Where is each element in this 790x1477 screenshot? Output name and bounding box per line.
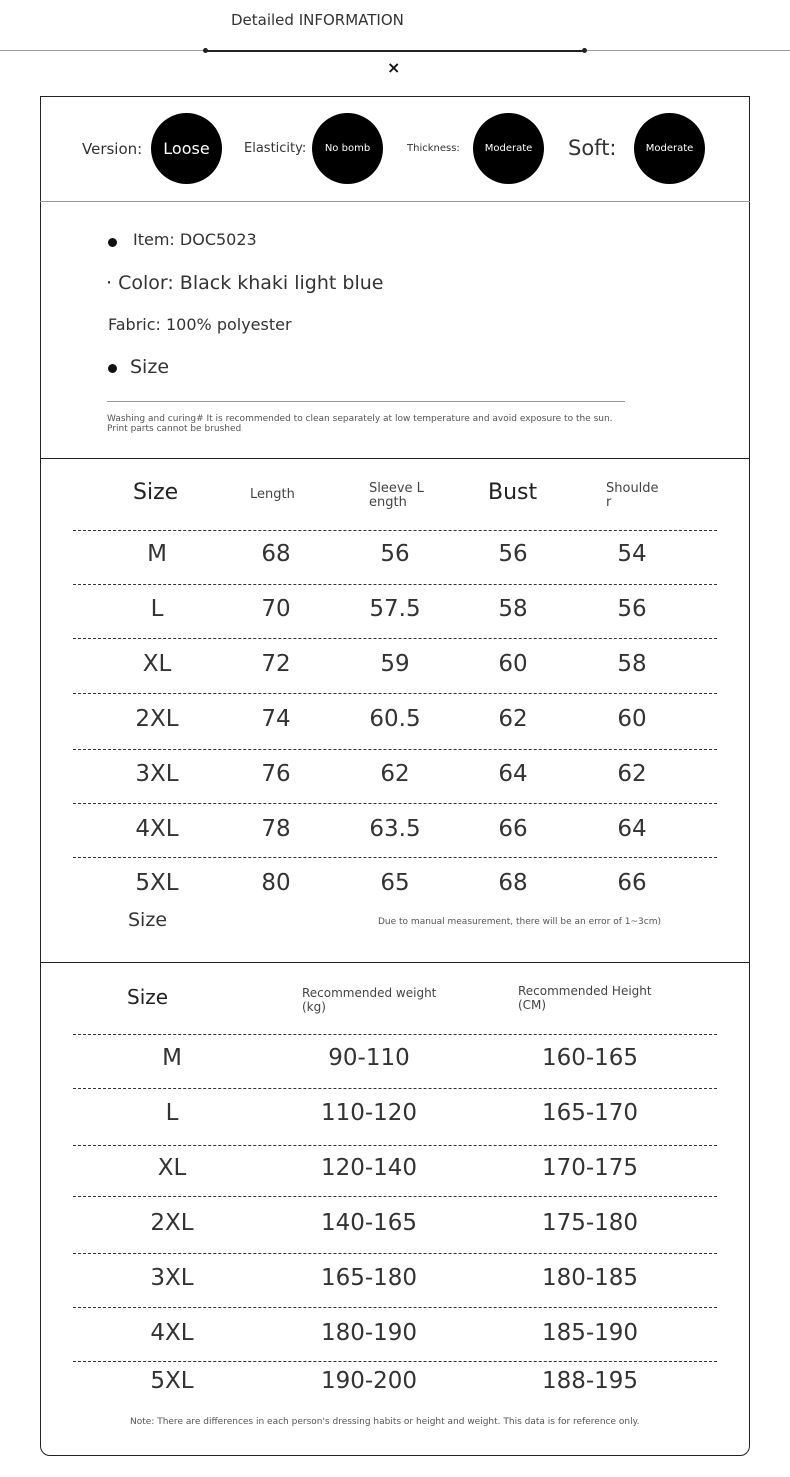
section-divider xyxy=(40,962,750,963)
size-cell: 3XL xyxy=(135,761,179,787)
thickness-label: Thickness: xyxy=(407,143,460,154)
weight-cell: 190-200 xyxy=(320,1368,418,1394)
color-info: · Color: Black khaki light blue xyxy=(106,272,384,294)
row-divider xyxy=(73,1361,717,1362)
measurement-cell: 62 xyxy=(617,761,647,787)
measurement-cell: 57.5 xyxy=(369,596,421,622)
row-divider xyxy=(73,749,717,750)
measurement-cell: 78 xyxy=(261,816,291,842)
section-divider xyxy=(40,458,750,459)
weight-column-header: Recommended weight (kg) xyxy=(302,986,437,1014)
row-divider xyxy=(73,1307,717,1308)
size-column-header: Size xyxy=(133,480,179,505)
row-divider xyxy=(73,1034,717,1035)
row-divider xyxy=(73,693,717,694)
bullet-icon xyxy=(108,364,117,373)
size-cell: 4XL xyxy=(135,816,179,842)
measurement-cell: 58 xyxy=(617,651,647,677)
weight-cell: 180-190 xyxy=(320,1320,418,1346)
reference-note: Note: There are differences in each person's dressing habits or height and weight. This data is for reference only. xyxy=(130,1417,640,1427)
row-divider xyxy=(73,1196,717,1197)
measurement-cell: 64 xyxy=(498,761,528,787)
size-cell: L xyxy=(150,596,164,622)
row-divider xyxy=(73,1253,717,1254)
row-divider xyxy=(73,857,717,858)
measurement-cell: 66 xyxy=(617,870,647,896)
size-cell: 2XL xyxy=(135,706,179,732)
length-column-header: Length xyxy=(250,487,295,502)
page-title: Detailed INFORMATION xyxy=(231,11,404,29)
sleeve-column-header: Sleeve L ength xyxy=(369,481,424,510)
item-code: Item: DOC5023 xyxy=(133,230,257,249)
size-footer-label: Size xyxy=(128,909,168,931)
measurement-cell: 63.5 xyxy=(369,816,421,842)
measurement-cell: 60 xyxy=(498,651,528,677)
weight-cell: 140-165 xyxy=(320,1210,418,1236)
weight-cell: 90-110 xyxy=(328,1045,410,1071)
fabric-info: Fabric: 100% polyester xyxy=(108,315,292,334)
size-heading: Size xyxy=(130,356,170,378)
accent-dot-right xyxy=(582,48,587,53)
row-divider xyxy=(73,1145,717,1146)
weight-cell: 165-180 xyxy=(320,1265,418,1291)
size-column-header: Size xyxy=(127,985,169,1009)
measurement-cell: 54 xyxy=(617,541,647,567)
height-cell: 175-180 xyxy=(541,1210,639,1236)
weight-cell: 120-140 xyxy=(320,1155,418,1181)
measurement-cell: 58 xyxy=(498,596,528,622)
measurement-cell: 68 xyxy=(498,870,528,896)
measurement-cell: 62 xyxy=(498,706,528,732)
version-badge: Loose xyxy=(151,113,222,184)
size-cell: 3XL xyxy=(150,1265,194,1291)
size-cell: 2XL xyxy=(150,1210,194,1236)
row-divider xyxy=(73,584,717,585)
close-icon: × xyxy=(387,58,401,77)
height-cell: 188-195 xyxy=(541,1368,639,1394)
size-cell: 5XL xyxy=(135,870,179,896)
measurement-cell: 65 xyxy=(380,870,410,896)
soft-badge: Moderate xyxy=(634,113,705,184)
height-cell: 185-190 xyxy=(541,1320,639,1346)
section-divider xyxy=(40,201,750,202)
measurement-cell: 66 xyxy=(498,816,528,842)
measurement-cell: 68 xyxy=(261,541,291,567)
soft-label: Soft: xyxy=(568,136,617,160)
size-cell: M xyxy=(162,1045,182,1071)
washing-note: Washing and curing# It is recommended to clean separately at low temperature and avoid exposure to the sun. Print parts cannot be brushed xyxy=(107,414,613,434)
height-cell: 160-165 xyxy=(541,1045,639,1071)
details-rule xyxy=(107,401,625,402)
measurement-cell: 76 xyxy=(261,761,291,787)
height-cell: 165-170 xyxy=(541,1100,639,1126)
size-cell: M xyxy=(147,541,167,567)
measurement-cell: 80 xyxy=(261,870,291,896)
elasticity-badge: No bomb xyxy=(312,113,383,184)
size-cell: XL xyxy=(157,1155,187,1181)
measurement-cell: 56 xyxy=(498,541,528,567)
weight-cell: 110-120 xyxy=(320,1100,418,1126)
measurement-cell: 60 xyxy=(617,706,647,732)
measurement-cell: 56 xyxy=(617,596,647,622)
measurement-cell: 56 xyxy=(380,541,410,567)
header-accent-line xyxy=(205,50,585,52)
measurement-cell: 60.5 xyxy=(369,706,421,732)
row-divider xyxy=(73,638,717,639)
height-cell: 180-185 xyxy=(541,1265,639,1291)
size-cell: 5XL xyxy=(150,1368,194,1394)
measurement-cell: 72 xyxy=(261,651,291,677)
height-column-header: Recommended Height (CM) xyxy=(518,984,652,1012)
measurement-cell: 62 xyxy=(380,761,410,787)
measurement-cell: 70 xyxy=(261,596,291,622)
shoulder-column-header: Shoulde r xyxy=(606,481,659,510)
row-divider xyxy=(73,803,717,804)
thickness-badge: Moderate xyxy=(473,113,544,184)
row-divider xyxy=(73,1088,717,1089)
bullet-icon xyxy=(108,238,117,247)
version-label: Version: xyxy=(82,140,143,158)
accent-dot-left xyxy=(203,48,208,53)
size-cell: XL xyxy=(142,651,172,677)
measurement-cell: 74 xyxy=(261,706,291,732)
measurement-note: Due to manual measurement, there will be an error of 1~3cm) xyxy=(378,917,661,927)
height-cell: 170-175 xyxy=(541,1155,639,1181)
bust-column-header: Bust xyxy=(488,480,538,505)
measurement-cell: 59 xyxy=(380,651,410,677)
measurement-cell: 64 xyxy=(617,816,647,842)
elasticity-label: Elasticity: xyxy=(244,141,307,156)
row-divider xyxy=(73,530,717,531)
size-cell: L xyxy=(165,1100,179,1126)
size-cell: 4XL xyxy=(150,1320,194,1346)
